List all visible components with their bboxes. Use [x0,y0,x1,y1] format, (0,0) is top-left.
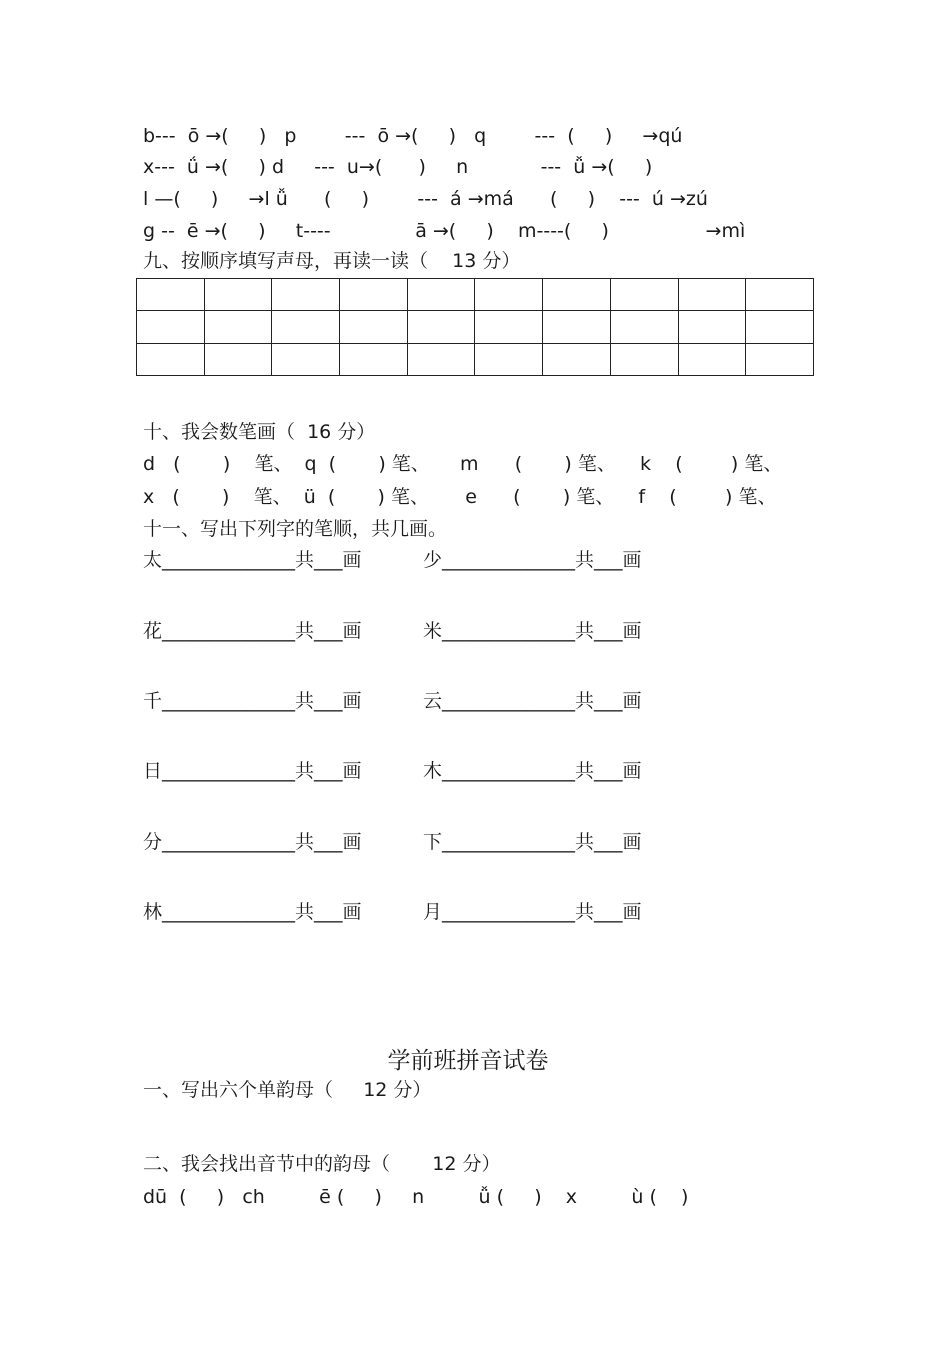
grid-cell[interactable] [610,279,678,311]
grid-cell[interactable] [475,311,543,343]
grid-cell[interactable] [272,343,340,375]
grid-cell[interactable] [678,311,746,343]
grid-row [137,311,814,343]
stroke-order-row [143,548,642,620]
pinyin-line-1: b--- ō →( ) p --- ō →( ) q --- ( ) →qú [143,125,683,147]
stroke-order-item: 日______________共___画 [143,760,362,782]
grid-cell[interactable] [407,343,475,375]
initials-grid [136,278,814,376]
stroke-order-item: 分______________共___画 [143,831,362,853]
grid-cell[interactable] [204,343,272,375]
grid-cell[interactable] [204,279,272,311]
grid-cell[interactable] [272,311,340,343]
pinyin-line-2: x--- ǘ →( ) d --- u→( ) n --- ǚ →( ) [143,156,653,178]
stroke-order-item: 云______________共___画 [423,690,642,712]
grid-cell[interactable] [678,343,746,375]
section-11-title: 十一、写出下列字的笔顺，共几画。 [143,518,448,540]
grid-cell[interactable] [340,311,408,343]
question-1-title: 一、写出六个单韵母（ 12 分） [143,1079,432,1101]
stroke-order-item: 林______________共___画 [143,901,362,923]
grid-cell[interactable] [137,279,205,311]
grid-cell[interactable] [610,343,678,375]
exam-title [0,1042,950,1075]
stroke-order-item: 下______________共___画 [423,831,642,853]
question-2-title: 二、我会找出音节中的韵母（ 12 分） [143,1153,501,1175]
pinyin-line-3: l —( ) →l ǚ ( ) --- á →má ( ) --- ú →zú [143,188,708,210]
grid-cell[interactable] [137,343,205,375]
grid-cell[interactable] [678,279,746,311]
stroke-order-item: 太______________共___画 [143,549,362,571]
grid-row [137,343,814,375]
grid-cell[interactable] [340,343,408,375]
stroke-order-item: 米______________共___画 [423,620,642,642]
grid-cell[interactable] [746,279,814,311]
stroke-order-row [143,619,642,691]
pinyin-line-4: g -- ē →( ) t---- ā →( ) m----( ) →mì [143,220,746,242]
stroke-order-item: 木______________共___画 [423,760,642,782]
grid-cell[interactable] [475,279,543,311]
grid-cell[interactable] [204,311,272,343]
grid-cell[interactable] [407,279,475,311]
stroke-order-row [143,830,642,902]
stroke-order-row [143,689,642,761]
grid-cell[interactable] [407,311,475,343]
grid-cell[interactable] [340,279,408,311]
section-10-title: 十、我会数笔画（ 16 分） [143,421,376,443]
grid-cell[interactable] [746,311,814,343]
stroke-order-item: 花______________共___画 [143,620,362,642]
grid-cell[interactable] [137,311,205,343]
stroke-order-item: 千______________共___画 [143,690,362,712]
exam-title-text: 学前班拼音试卷 [387,1048,549,1074]
stroke-order-row [143,759,642,831]
stroke-count-line-2: x ( ) 笔、 ü ( ) 笔、 e ( ) 笔、 f ( ) 笔、 [143,486,777,508]
stroke-order-row [143,900,642,972]
grid-row [137,279,814,311]
grid-cell[interactable] [543,279,611,311]
grid-cell[interactable] [543,311,611,343]
grid-cell[interactable] [475,343,543,375]
section-9-title: 九、按顺序填写声母，再读一读（ 13 分） [143,250,521,272]
grid-cell[interactable] [543,343,611,375]
grid-cell[interactable] [272,279,340,311]
stroke-order-item: 月______________共___画 [423,901,642,923]
stroke-count-line-1: d ( ) 笔、 q ( ) 笔、 m ( ) 笔、 k ( ) 笔、 [143,453,783,475]
stroke-order-item: 少______________共___画 [423,549,642,571]
grid-cell[interactable] [610,311,678,343]
grid-cell[interactable] [746,343,814,375]
finals-line: dū ( ) ch ē ( ) n ǚ ( ) x ù ( ) [143,1186,689,1208]
